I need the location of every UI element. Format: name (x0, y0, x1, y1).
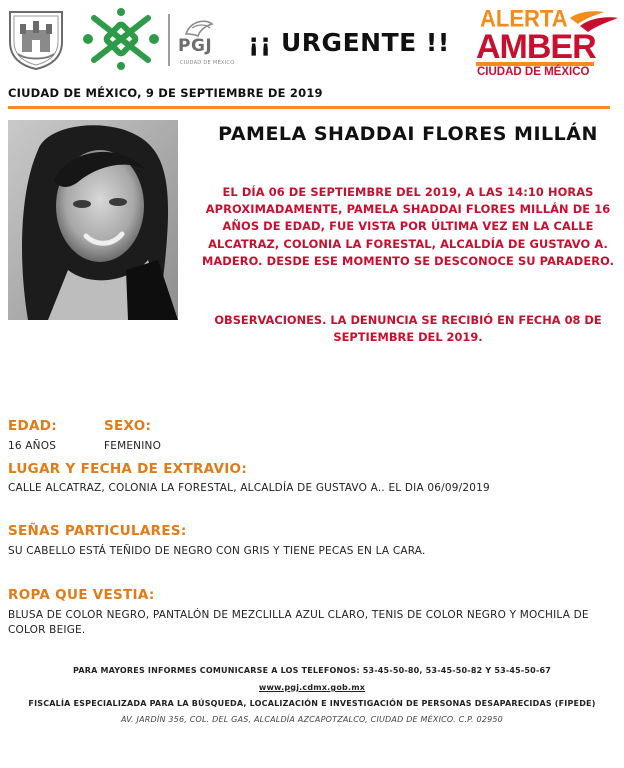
place-date-value: CALLE ALCATRAZ, COLONIA LA FORESTAL, ALCALDÍA DE GUSTAVO A.. EL DIA 06/09/2019 (8, 482, 490, 494)
missing-person-description: EL DÍA 06 DE SEPTIEMBRE DEL 2019, A LAS 14:10 HORAS APROXIMADAMENTE, PAMELA SHADDAI FLORES MILLÁN DE 16 AÑOS DE EDAD, FUE VISTA POR ÚLTIMA VEZ EN LA CALLE ALCATRAZ, COLONIA LA FORESTAL, ALCALDÍA DE GUSTAVO A. MADERO. DESDE ESE MOMENTO SE DESCONOCE SU PARADERO. (201, 185, 615, 268)
distinguishing-marks-label: SEÑAS PARTICULARES: (8, 523, 187, 539)
website-link[interactable]: www.pgj.cdmx.gob.mx (258, 683, 366, 692)
sex-label: SEXO: (104, 418, 152, 434)
agency-address: AV. JARDÍN 356, COL. DEL GAS, ALCALDÍA AZCAPOTZALCO, CIUDAD DE MÉXICO. C.P. 02950 (121, 715, 503, 724)
pgj-logo-subtitle: CIUDAD DE MÉXICO (180, 60, 235, 66)
distinguishing-marks-value: SU CABELLO ESTÁ TEÑIDO DE NEGRO CON GRIS Y TIENE PECAS EN LA CARA. (8, 545, 426, 557)
missing-person-name: PAMELA SHADDAI FLORES MILLÁN (218, 123, 598, 145)
contact-phones: PARA MAYORES INFORMES COMUNICARSE A LOS TELEFONOS: 53-45-50-80, 53-45-50-82 Y 53-45-50-67 (72, 666, 552, 675)
agency-name: FISCALÍA ESPECIALIZADA PARA LA BÚSQUEDA, LOCALIZACIÓN E INVESTIGACIÓN DE PERSONAS DESAPARECIDAS (FIPEDE) (28, 699, 596, 708)
alerta-amber-logo-main: AMBER (476, 28, 596, 66)
alerta-amber-logo-city: CIUDAD DE MÉXICO (477, 66, 590, 78)
date-line: CIUDAD DE MÉXICO, 9 DE SEPTIEMBRE DE 2019 (8, 86, 323, 100)
place-date-label: LUGAR Y FECHA DE EXTRAVIO: (8, 461, 248, 477)
clothing-value: BLUSA DE COLOR NEGRO, PANTALÓN DE MEZCLILLA AZUL CLARO, TENIS DE COLOR NEGRO Y MOCHILA DE COLOR BEIGE. (8, 609, 589, 636)
logo-separator (168, 14, 170, 66)
alerta-amber-logo-top: ALERTA (480, 4, 568, 33)
urgent-heading: ¡¡ URGENTE !! (248, 28, 450, 57)
cdmx-shield-logo-icon (6, 8, 66, 70)
age-value: 16 AÑOS (8, 440, 57, 452)
cdmx-logo-icon (80, 8, 162, 70)
header (0, 0, 624, 80)
observations-text: OBSERVACIONES. LA DENUNCIA SE RECIBIÓ EN FECHA 08 DE SEPTIEMBRE DEL 2019. (214, 313, 602, 345)
clothing-label: ROPA QUE VESTIA: (8, 587, 155, 603)
pgj-logo-text: PGJ (178, 36, 213, 56)
missing-person-photo (8, 120, 178, 320)
sex-value: FEMENINO (104, 440, 162, 452)
age-label: EDAD: (8, 418, 57, 434)
orange-divider (8, 106, 610, 109)
